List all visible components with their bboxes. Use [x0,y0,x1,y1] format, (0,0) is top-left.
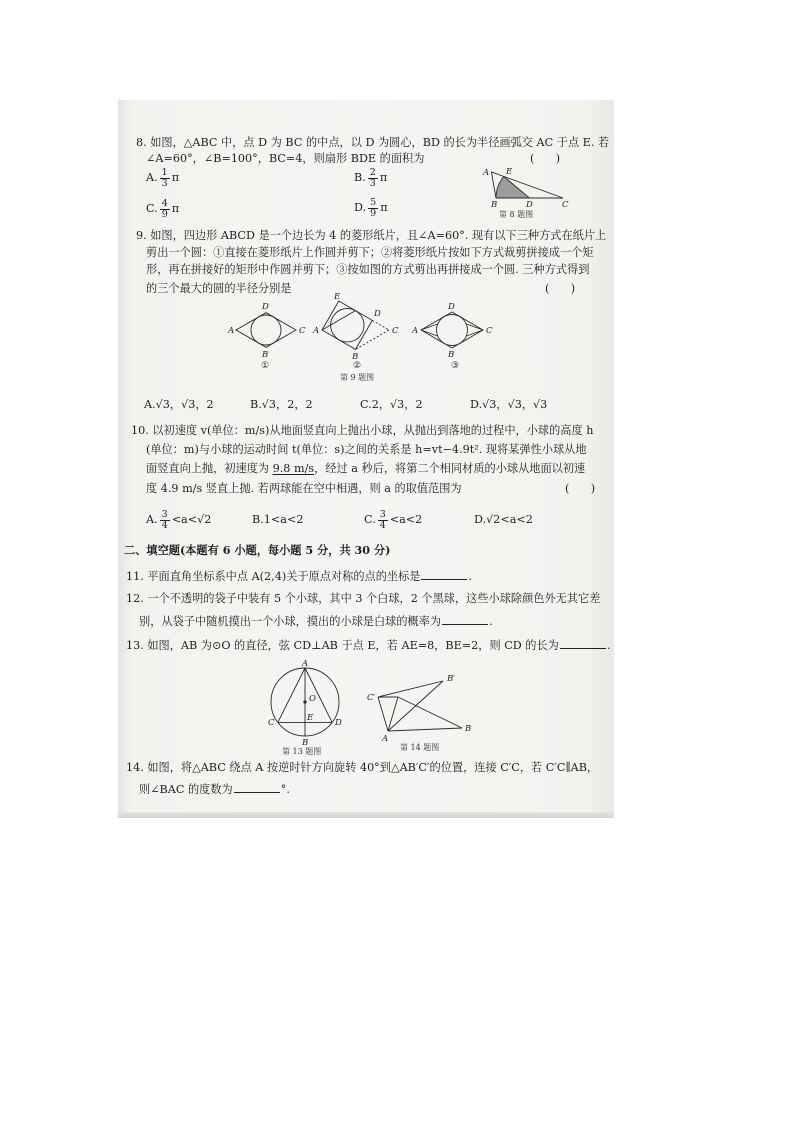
option-text: √2<a<2 [486,513,533,526]
q10-line-1: 10. 以初速度 v(单位：m/s)从地面竖直向上抛出小球，从抛出到落地的过程中，小球的高度 h [131,424,594,437]
segment-ac [278,668,305,722]
label-e: E [506,167,513,177]
q10-line-3-post: ，经过 a 秒后，将第二个相同材质的小球从地面以初速 [314,462,586,475]
option-text: 2，√3，2 [371,398,423,411]
q11-text: 11. 平面直角坐标系中点 A(2,4)关于原点对称的点的坐标是 [126,570,421,583]
inscribed-circle [331,309,364,342]
option-label: C. [364,513,376,526]
cut-circle [437,315,468,346]
option-text: √3，2，2 [261,398,313,411]
q10-answer-bracket: ( ) [565,482,596,495]
label-d: D [526,200,533,210]
center-dot [304,701,306,703]
label-c: C [268,718,275,728]
mark-2: ② [353,361,362,371]
option-label: C. [360,398,372,411]
segment-c1b1 [378,681,443,697]
denominator: 9 [370,207,377,219]
option-rest: <a<2 [389,513,423,526]
q9-line-4: 的三个最大的圆的半径分别是 [146,282,292,295]
q12-line-1: 12. 一个不透明的袋子中装有 5 个小球，其中 3 个白球，2 个黑球，这些小球除颜色外无其它差 [126,592,601,605]
denominator: 4 [161,519,168,531]
numerator: 3 [379,508,386,520]
label-a: A [483,168,490,178]
q14-end: °. [280,783,290,796]
label-a: A [382,734,389,744]
q10-line-3-pre: 面竖直向上抛，初速度为 [146,462,273,475]
inscribed-circle [251,315,281,345]
option-label: B. [354,171,366,184]
label-b: B [465,724,472,734]
q11-end: . [468,570,473,583]
option-label: D. [474,513,487,526]
figure-9-2 [312,292,399,371]
q9-figure-caption: 第 9 题图 [340,373,375,382]
dashed-edge-cb [356,330,390,349]
option-text: 1<a<2 [263,513,304,526]
dashed-edge-dc [372,320,389,330]
rhombus-abcd [421,312,483,348]
q13-figure-caption: 第 13 题图 [282,747,322,756]
option-label: B. [252,513,264,526]
option-label: C. [146,202,158,215]
segment-cb [398,697,462,728]
q8-line-1: 8. 如图，△ABC 中，点 D 为 BC 的中点，以 D 为圆心，BD 的长为半径画弧交 AC 于点 E. 若 [136,136,610,149]
label-d: D [262,302,269,312]
option-unit: π [171,202,180,215]
label-e: E [307,713,314,723]
q8-figure-caption: 第 8 题图 [499,210,534,219]
label-b: B [491,200,498,210]
q12-text: 别，从袋子中随机摸出一个小球，摸出的小球是白球的概率为 [139,615,442,628]
q10-line-4: 度 4.9 m/s 竖直上抛. 若两球能在空中相遇，则 a 的取值范围为 [146,482,462,495]
q12-end: . [489,615,493,628]
label-c: C [562,200,569,210]
segment-c1a [378,697,388,731]
label-e: E [334,292,341,302]
mark-3: ③ [451,361,460,371]
figure-9-1 [227,302,306,371]
option-label: A. [146,171,158,184]
label-b: B [262,350,269,360]
segment-ab1 [388,681,443,731]
label-a: A [228,326,235,336]
denominator: 9 [161,208,168,220]
mark-1: ① [261,361,270,371]
option-rest: <a<√2 [171,513,212,526]
q8-answer-bracket: ( ) [530,152,561,165]
option-label: A. [144,398,156,411]
numerator: 2 [369,166,376,178]
q9-answer-bracket: ( ) [545,282,576,295]
label-b: B [302,738,309,748]
figure-9-3 [411,302,493,371]
figure-8 [482,167,569,210]
option-text: √3，√3，√3 [482,398,548,411]
option-text: √3，√3，2 [155,398,214,411]
numerator: 1 [161,166,168,178]
section-2-heading: 二、填空题(本题有 6 小题，每小题 5 分，共 30 分) [124,543,391,557]
q13-end: . [606,639,611,652]
figure-13 [268,659,342,748]
q8-line-2: ∠A=60°，∠B=100°，BC=4，则扇形 BDE 的面积为 [146,152,425,165]
denominator: 3 [161,177,168,189]
option-label: A. [146,513,158,526]
label-d: D [448,302,455,312]
label-b-prime: B′ [447,674,456,684]
label-c-prime: C′ [367,693,376,703]
q9-line-3: 形，再在拼接好的矩形中作圆并剪下；③按如图的方式剪出再拼接成一个圆. 三种方式得到 [146,263,590,276]
label-d: D [335,718,342,728]
label-c: C [299,326,306,336]
option-unit: π [380,201,388,214]
option-label: B. [250,398,262,411]
option-label: D. [470,398,483,411]
numerator: 4 [161,197,168,209]
label-a: A [302,659,309,669]
segment-ab [388,728,462,731]
numerator: 3 [161,508,168,520]
q14-text: 则∠BAC 的度数为 [139,783,233,796]
label-d: D [374,309,381,319]
label-b: B [448,350,455,360]
option-unit: π [379,171,388,184]
denominator: 4 [379,519,386,531]
q9-line-2: 剪出一个圆：①直接在菱形纸片上作圆并剪下；②将菱形纸片按如下方式裁剪拼接成一个矩 [146,246,594,259]
q14-figure-caption: 第 14 题图 [400,743,440,752]
label-a: A [313,326,320,336]
q9-line-1: 9. 如图，四边形 ABCD 是一个边长为 4 的菱形纸片，且∠A=60°. 现有以下三种方式在纸片上 [136,229,607,242]
cut-line [322,311,356,330]
option-label: D. [354,201,367,214]
denominator: 3 [369,177,376,189]
rhombus-abcd [236,313,296,348]
q13-text: 13. 如图，AB 为⊙O 的直径，弦 CD⊥AB 于点 E，若 AE=8，BE=2，则 CD 的长为 [126,639,559,652]
label-o: O [309,694,316,704]
figure-14 [367,674,471,744]
label-a: A [412,326,419,336]
label-c: C [392,326,399,336]
label-c: C [486,326,493,336]
label-b: B [352,352,359,362]
q10-line-2: (单位：m)与小球的运动时间 t(单位：s)之间的关系是 h=vt−4.9t². 现将某弹性小球从地 [146,443,587,456]
option-unit: π [171,171,180,184]
numerator: 5 [370,196,377,208]
q10-initial-speed: 9.8 m/s [272,462,315,475]
q14-line-1: 14. 如图，将△ABC 绕点 A 按逆时针方向旋转 40°到△AB′C′的位置，连接 C′C，若 C′C∥AB， [126,761,599,774]
